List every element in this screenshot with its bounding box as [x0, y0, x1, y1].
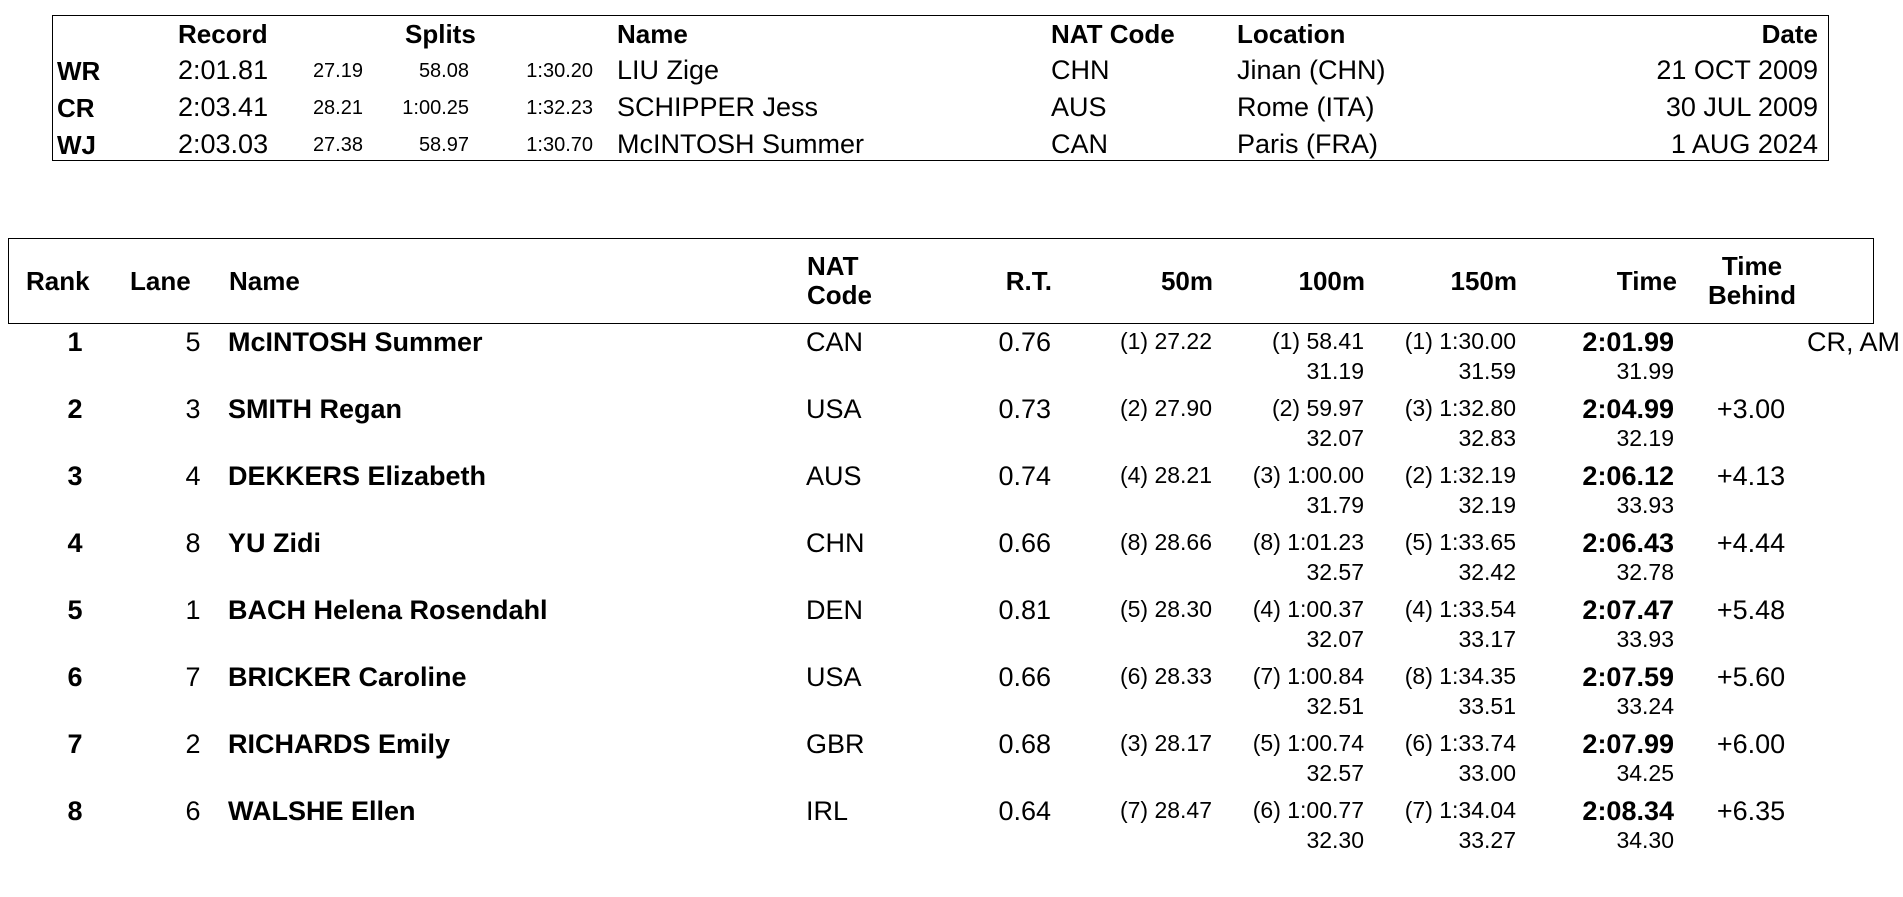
- result-lane: 1: [185, 595, 201, 625]
- result-time-behind: +4.44: [1716, 528, 1786, 558]
- result-record-notes: CR, AM: [1806, 327, 1900, 357]
- record-split-150: 1:30.20: [526, 60, 593, 82]
- result-nat: DEN: [806, 595, 864, 625]
- result-name: BRICKER Caroline: [228, 662, 467, 692]
- result-split-100: (7) 1:00.84: [1252, 663, 1364, 689]
- result-row: [8, 793, 1903, 861]
- result-lap-200: 33.24: [1616, 693, 1674, 719]
- result-nat: CAN: [806, 327, 864, 357]
- result-row: [8, 659, 1903, 727]
- record-time: 2:03.41: [178, 92, 269, 122]
- header-nat-line1: NAT: [807, 251, 859, 281]
- result-split-100: (3) 1:00.00: [1252, 462, 1364, 488]
- result-final-time: 2:01.99: [1582, 327, 1674, 357]
- record-location: Jinan (CHN): [1237, 55, 1386, 85]
- result-rank: 8: [67, 796, 83, 826]
- record-split-100: 58.08: [418, 60, 469, 82]
- result-split-100: (1) 58.41: [1271, 328, 1364, 354]
- result-lap-200: 32.19: [1616, 425, 1674, 451]
- result-row: [8, 391, 1903, 459]
- result-lap-150: 32.42: [1458, 559, 1516, 585]
- result-time-behind: +6.35: [1716, 796, 1786, 826]
- header-behind-line2: Behind: [1707, 280, 1797, 310]
- result-split-150: (3) 1:32.80: [1404, 395, 1516, 421]
- result-lap-150: 31.59: [1458, 358, 1516, 384]
- result-reaction-time: 0.73: [998, 394, 1051, 424]
- result-lap-200: 34.25: [1616, 760, 1674, 786]
- records-header-date: Date: [1761, 19, 1818, 49]
- result-time-behind: +6.00: [1716, 729, 1786, 759]
- record-code: WR: [57, 56, 101, 86]
- result-final-time: 2:06.43: [1582, 528, 1674, 558]
- result-lap-100: 32.07: [1306, 626, 1364, 652]
- record-split-100: 58.97: [418, 134, 469, 156]
- result-rank: 5: [67, 595, 83, 625]
- result-split-50: (7) 28.47: [1119, 797, 1212, 823]
- result-reaction-time: 0.76: [998, 327, 1051, 357]
- result-split-150: (8) 1:34.35: [1404, 663, 1516, 689]
- record-code: CR: [57, 93, 95, 123]
- result-name: DEKKERS Elizabeth: [228, 461, 487, 491]
- result-lap-200: 33.93: [1616, 626, 1674, 652]
- results-header: [8, 238, 1874, 324]
- result-rank: 1: [67, 327, 83, 357]
- result-split-150: (7) 1:34.04: [1404, 797, 1516, 823]
- header-nat-line2: Code: [807, 280, 872, 310]
- header-behind-line1: Time: [1721, 251, 1783, 281]
- result-split-150: (4) 1:33.54: [1404, 596, 1516, 622]
- result-row: [8, 525, 1903, 593]
- record-split-50: 27.38: [312, 134, 363, 156]
- header-time-behind: [1697, 252, 1807, 310]
- result-lap-200: 31.99: [1616, 358, 1674, 384]
- header-100m: 100m: [1298, 266, 1365, 296]
- result-split-100: (6) 1:00.77: [1252, 797, 1364, 823]
- record-nat: CHN: [1051, 55, 1110, 85]
- header-nat-code: [807, 252, 872, 310]
- result-split-100: (4) 1:00.37: [1252, 596, 1364, 622]
- result-reaction-time: 0.64: [998, 796, 1051, 826]
- records-header-nat-code: NAT Code: [1051, 19, 1175, 49]
- record-row: [53, 90, 1828, 126]
- result-lap-150: 33.27: [1458, 827, 1516, 853]
- records-header-name: Name: [617, 19, 688, 49]
- result-split-150: (1) 1:30.00: [1404, 328, 1516, 354]
- result-nat: IRL: [806, 796, 849, 826]
- record-date: 21 OCT 2009: [1656, 55, 1818, 85]
- result-lap-100: 32.30: [1306, 827, 1364, 853]
- records-header-location: Location: [1237, 19, 1346, 49]
- header-rank: Rank: [26, 266, 90, 296]
- result-rank: 4: [67, 528, 83, 558]
- record-split-100: 1:00.25: [402, 97, 469, 119]
- record-split-150: 1:30.70: [526, 134, 593, 156]
- record-time: 2:03.03: [178, 129, 269, 159]
- records-table: [52, 15, 1829, 161]
- result-name: RICHARDS Emily: [228, 729, 451, 759]
- record-nat: AUS: [1051, 92, 1107, 122]
- results-body: [8, 324, 1903, 884]
- result-time-behind: +5.60: [1716, 662, 1786, 692]
- result-lap-200: 33.93: [1616, 492, 1674, 518]
- result-lane: 3: [185, 394, 201, 424]
- result-split-50: (8) 28.66: [1119, 529, 1212, 555]
- result-split-150: (2) 1:32.19: [1404, 462, 1516, 488]
- result-split-100: (2) 59.97: [1271, 395, 1364, 421]
- result-reaction-time: 0.66: [998, 662, 1051, 692]
- result-lap-100: 32.57: [1306, 760, 1364, 786]
- header-150m: 150m: [1450, 266, 1517, 296]
- result-lap-150: 32.19: [1458, 492, 1516, 518]
- result-lane: 8: [185, 528, 201, 558]
- header-reaction-time: R.T.: [1005, 266, 1052, 296]
- header-50m: 50m: [1160, 266, 1213, 296]
- result-nat: USA: [806, 662, 862, 692]
- record-name: LIU Zige: [617, 55, 720, 85]
- result-reaction-time: 0.68: [998, 729, 1051, 759]
- result-time-behind: +3.00: [1716, 394, 1786, 424]
- result-lap-100: 32.51: [1306, 693, 1364, 719]
- record-time: 2:01.81: [178, 55, 269, 85]
- result-lap-150: 32.83: [1458, 425, 1516, 451]
- result-row: [8, 726, 1903, 794]
- result-lap-100: 31.19: [1306, 358, 1364, 384]
- result-lap-150: 33.00: [1458, 760, 1516, 786]
- result-row: [8, 458, 1903, 526]
- result-final-time: 2:04.99: [1582, 394, 1674, 424]
- record-code: WJ: [57, 130, 96, 160]
- result-name: SMITH Regan: [228, 394, 403, 424]
- record-name: McINTOSH Summer: [617, 129, 865, 159]
- result-lap-200: 32.78: [1616, 559, 1674, 585]
- result-lap-150: 33.17: [1458, 626, 1516, 652]
- result-rank: 3: [67, 461, 83, 491]
- result-split-100: (8) 1:01.23: [1252, 529, 1364, 555]
- result-nat: CHN: [806, 528, 865, 558]
- result-rank: 6: [67, 662, 83, 692]
- result-nat: USA: [806, 394, 862, 424]
- result-split-100: (5) 1:00.74: [1252, 730, 1364, 756]
- result-time-behind: +5.48: [1716, 595, 1786, 625]
- result-lap-200: 34.30: [1616, 827, 1674, 853]
- result-name: YU Zidi: [228, 528, 321, 558]
- result-nat: GBR: [806, 729, 865, 759]
- result-final-time: 2:07.59: [1582, 662, 1674, 692]
- header-name: Name: [229, 266, 300, 296]
- record-name: SCHIPPER Jess: [617, 92, 819, 122]
- result-reaction-time: 0.81: [998, 595, 1051, 625]
- result-reaction-time: 0.74: [998, 461, 1051, 491]
- result-split-50: (3) 28.17: [1119, 730, 1212, 756]
- record-split-50: 27.19: [312, 60, 363, 82]
- header-time: Time: [1616, 266, 1677, 296]
- record-location: Paris (FRA): [1237, 129, 1378, 159]
- header-lane: Lane: [130, 266, 191, 296]
- result-lane: 7: [185, 662, 201, 692]
- result-rank: 7: [67, 729, 83, 759]
- result-split-50: (5) 28.30: [1119, 596, 1212, 622]
- result-split-150: (6) 1:33.74: [1404, 730, 1516, 756]
- result-rank: 2: [67, 394, 83, 424]
- result-lane: 6: [185, 796, 201, 826]
- result-name: McINTOSH Summer: [228, 327, 483, 357]
- result-split-50: (2) 27.90: [1119, 395, 1212, 421]
- result-lap-100: 32.07: [1306, 425, 1364, 451]
- result-split-150: (5) 1:33.65: [1404, 529, 1516, 555]
- record-split-150: 1:32.23: [526, 97, 593, 119]
- result-lane: 4: [185, 461, 201, 491]
- record-row: [53, 53, 1828, 89]
- result-row: [8, 324, 1903, 392]
- result-lane: 5: [185, 327, 201, 357]
- record-split-50: 28.21: [312, 97, 363, 119]
- result-lap-100: 31.79: [1306, 492, 1364, 518]
- result-nat: AUS: [806, 461, 862, 491]
- result-split-50: (4) 28.21: [1119, 462, 1212, 488]
- result-time-behind: +4.13: [1716, 461, 1786, 491]
- result-lane: 2: [185, 729, 201, 759]
- result-lap-100: 32.57: [1306, 559, 1364, 585]
- result-split-50: (6) 28.33: [1119, 663, 1212, 689]
- record-date: 1 AUG 2024: [1670, 129, 1818, 159]
- records-header-record: Record: [178, 19, 268, 49]
- result-name: WALSHE Ellen: [228, 796, 416, 826]
- result-lap-150: 33.51: [1458, 693, 1516, 719]
- record-location: Rome (ITA): [1237, 92, 1375, 122]
- records-header-splits: Splits: [405, 19, 476, 49]
- result-name: BACH Helena Rosendahl: [228, 595, 548, 625]
- result-row: [8, 592, 1903, 660]
- result-split-50: (1) 27.22: [1119, 328, 1212, 354]
- result-final-time: 2:07.47: [1582, 595, 1674, 625]
- result-final-time: 2:07.99: [1582, 729, 1674, 759]
- record-nat: CAN: [1051, 129, 1109, 159]
- record-date: 30 JUL 2009: [1665, 92, 1818, 122]
- record-row: [53, 127, 1828, 163]
- result-final-time: 2:08.34: [1582, 796, 1674, 826]
- result-reaction-time: 0.66: [998, 528, 1051, 558]
- result-final-time: 2:06.12: [1582, 461, 1674, 491]
